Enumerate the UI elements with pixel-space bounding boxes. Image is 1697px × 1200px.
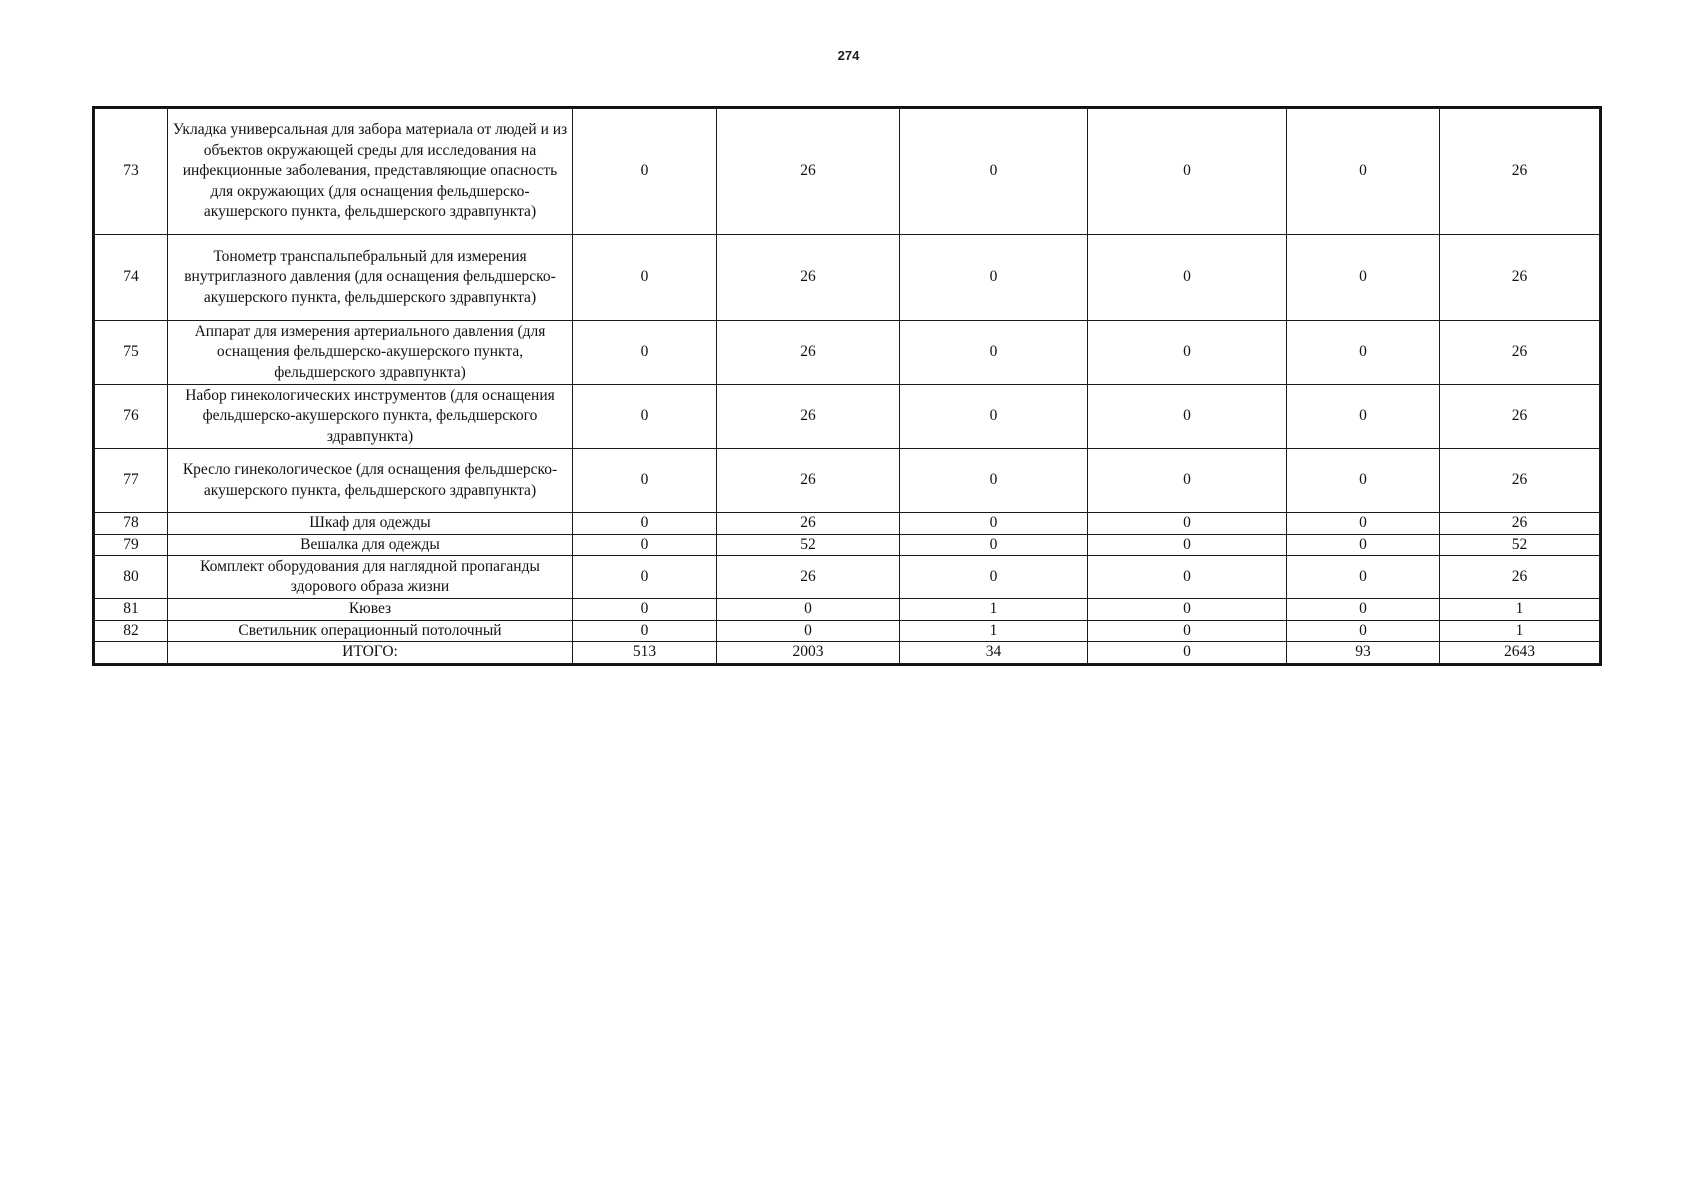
value-cell: 26: [1440, 449, 1600, 513]
value-cell: 26: [717, 235, 900, 321]
total-label: ИТОГО:: [168, 642, 573, 664]
value-cell: 0: [900, 109, 1088, 235]
value-cell: 0: [900, 513, 1088, 535]
table-row: [95, 620, 1600, 642]
item-name: Шкаф для одежды: [168, 513, 573, 535]
table-row: [95, 321, 1600, 385]
value-cell: 0: [900, 534, 1088, 556]
value-cell: 26: [1440, 321, 1600, 385]
table-row: [95, 235, 1600, 321]
row-number: 78: [95, 513, 168, 535]
value-cell: 0: [1088, 235, 1287, 321]
value-cell: 0: [1088, 599, 1287, 621]
value-cell: 26: [717, 513, 900, 535]
value-cell: 0: [573, 599, 717, 621]
item-name: Вешалка для одежды: [168, 534, 573, 556]
row-number: 75: [95, 321, 168, 385]
value-cell: 0: [1088, 556, 1287, 599]
total-value-cell: 2643: [1440, 642, 1600, 664]
value-cell: 0: [573, 449, 717, 513]
page-number: 274: [837, 48, 860, 63]
table-row: [95, 534, 1600, 556]
value-cell: 0: [1287, 449, 1440, 513]
value-cell: 26: [1440, 513, 1600, 535]
table-row: [95, 449, 1600, 513]
row-number: 82: [95, 620, 168, 642]
item-name: Набор гинекологических инструментов (для оснащения фельдшерско-акушерского пункта, фельдшерского здравпункта): [168, 385, 573, 449]
value-cell: 1: [1440, 620, 1600, 642]
value-cell: 0: [717, 620, 900, 642]
value-cell: 1: [900, 599, 1088, 621]
value-cell: 1: [1440, 599, 1600, 621]
table-row: [95, 385, 1600, 449]
value-cell: 26: [1440, 235, 1600, 321]
item-name: Тонометр транспальпебральный для измерения внутриглазного давления (для оснащения фельдшерско-акушерского пункта, фельдшерского здравпункта): [168, 235, 573, 321]
value-cell: 0: [573, 620, 717, 642]
value-cell: 0: [573, 556, 717, 599]
row-number: 80: [95, 556, 168, 599]
value-cell: 26: [717, 321, 900, 385]
item-name: Кресло гинекологическое (для оснащения фельдшерско-акушерского пункта, фельдшерского здравпункта): [168, 449, 573, 513]
item-name: Кювез: [168, 599, 573, 621]
value-cell: 0: [1287, 534, 1440, 556]
value-cell: 0: [1088, 449, 1287, 513]
item-name: Светильник операционный потолочный: [168, 620, 573, 642]
value-cell: 0: [1088, 385, 1287, 449]
row-number: 79: [95, 534, 168, 556]
value-cell: 0: [1088, 109, 1287, 235]
value-cell: 26: [1440, 556, 1600, 599]
total-value-cell: 34: [900, 642, 1088, 664]
row-number: 76: [95, 385, 168, 449]
value-cell: 0: [1287, 235, 1440, 321]
total-value-cell: 2003: [717, 642, 900, 664]
table-row: [95, 109, 1600, 235]
value-cell: 0: [573, 534, 717, 556]
value-cell: 0: [717, 599, 900, 621]
value-cell: 0: [900, 321, 1088, 385]
value-cell: 0: [573, 109, 717, 235]
value-cell: 26: [717, 385, 900, 449]
row-number: 77: [95, 449, 168, 513]
equipment-table: [94, 108, 1600, 664]
value-cell: 26: [1440, 109, 1600, 235]
total-value-cell: 93: [1287, 642, 1440, 664]
value-cell: 52: [1440, 534, 1600, 556]
table-row: [95, 556, 1600, 599]
value-cell: 26: [717, 109, 900, 235]
value-cell: 0: [1287, 385, 1440, 449]
value-cell: 0: [900, 235, 1088, 321]
value-cell: 0: [900, 556, 1088, 599]
value-cell: 0: [1088, 534, 1287, 556]
row-number: 74: [95, 235, 168, 321]
item-name: Укладка универсальная для забора материала от людей и из объектов окружающей среды для исследования на инфекционные заболевания, представляющие опасность для окружающих (для оснащения фельдшерско-акушерского пункта, фельдшерского здравпункта): [168, 109, 573, 235]
value-cell: 52: [717, 534, 900, 556]
value-cell: 0: [900, 385, 1088, 449]
table-row: [95, 513, 1600, 535]
total-value-cell: 513: [573, 642, 717, 664]
item-name: Аппарат для измерения артериального давления (для оснащения фельдшерско-акушерского пункта, фельдшерского здравпункта): [168, 321, 573, 385]
value-cell: 0: [1088, 513, 1287, 535]
value-cell: 0: [1287, 513, 1440, 535]
value-cell: 0: [1088, 620, 1287, 642]
total-row: [95, 642, 1600, 664]
value-cell: 0: [1287, 321, 1440, 385]
value-cell: 0: [1287, 109, 1440, 235]
value-cell: 0: [573, 513, 717, 535]
row-number: 73: [95, 109, 168, 235]
value-cell: 0: [573, 235, 717, 321]
value-cell: 1: [900, 620, 1088, 642]
table-row: [95, 599, 1600, 621]
value-cell: 0: [900, 449, 1088, 513]
total-value-cell: 0: [1088, 642, 1287, 664]
value-cell: 0: [1287, 556, 1440, 599]
total-row-number: [95, 642, 168, 664]
value-cell: 0: [1088, 321, 1287, 385]
item-name: Комплект оборудования для наглядной пропаганды здорового образа жизни: [168, 556, 573, 599]
value-cell: 0: [1287, 599, 1440, 621]
value-cell: 26: [717, 556, 900, 599]
row-number: 81: [95, 599, 168, 621]
value-cell: 0: [573, 385, 717, 449]
value-cell: 0: [1287, 620, 1440, 642]
value-cell: 0: [573, 321, 717, 385]
value-cell: 26: [1440, 385, 1600, 449]
value-cell: 26: [717, 449, 900, 513]
